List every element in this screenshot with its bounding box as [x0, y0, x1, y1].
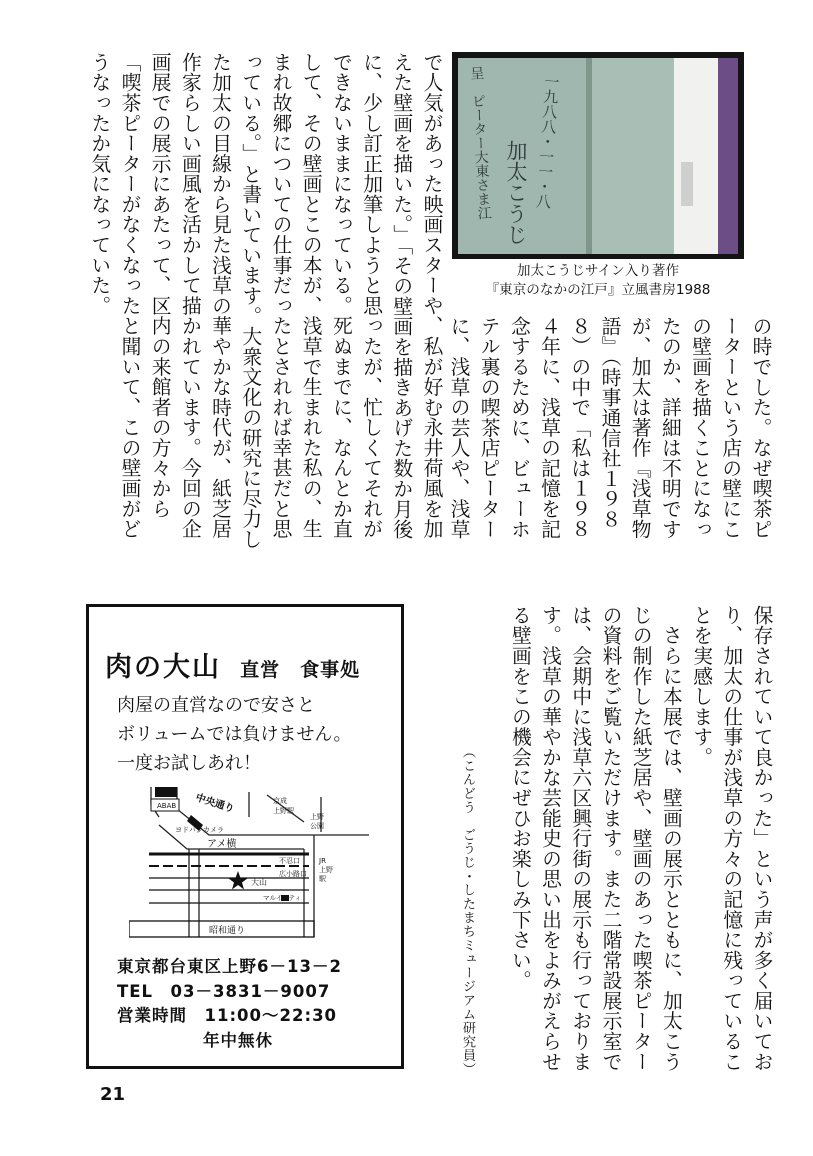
restaurant-advertisement — [86, 604, 404, 1069]
ad-restaurant-tag: 直営 食事処 — [240, 659, 361, 681]
map-label-yodobashi: ヨドバシカメラ — [175, 826, 224, 834]
map-label-jr-ueno: 上野 — [319, 866, 333, 874]
oyama-location-star-icon — [228, 871, 248, 890]
map-label-showa-dori: 昭和通り — [209, 926, 246, 936]
area-map — [129, 787, 369, 942]
map-label-abab: ABAB — [157, 802, 177, 810]
map-label-park: 公園 — [310, 822, 324, 830]
map-label-shinobazu: 不忍口 — [279, 857, 300, 865]
ad-address: 東京都台東区上野6－13－2 — [117, 957, 342, 976]
ad-restaurant-name: 肉の大山 — [105, 652, 221, 683]
map-label-oyama: 大山 — [251, 878, 267, 887]
article-column-top-right: の時でした。なぜ喫茶ピーターという店の壁にこの壁画を描くことになったのか、詳細は不明ですが、加太は著作『浅草物語』（時事通信社１９８８）の中で「私は１９８４年に、浅草の記憶を記念するために、ビューホテル裏の喫茶店ピーターに、浅草の芸人や、浅草 — [446, 316, 772, 540]
ad-title-row — [105, 645, 360, 684]
map-label-marui: マルイシティ — [263, 894, 302, 902]
photo-caption — [452, 262, 744, 300]
ad-copy-line: ボリュームでは負けません。 — [117, 724, 352, 745]
ad-copy — [117, 691, 352, 778]
map-label-jr-station: 駅 — [319, 875, 326, 883]
handwriting-signature: 加太こうじ — [504, 140, 528, 245]
map-label-jr: JR — [319, 857, 326, 865]
ad-copy-line: 一度お試しあれ！ — [117, 753, 261, 774]
article-column-top-left: で人気があった映画スターや、私が好む永井荷風を加えた壁画を描いた。」「その壁画を描きあげた数か月後に、少し訂正加筆しようと思ったが、忙しくてそれができないままになっている。死ぬまでに、なんとか直して、その壁画とこの本が、浅草で生まれた私の、生まれ故郷についての仕事だったとされれば幸甚だと思っている。」と書いています。大衆文化の研究に尽力した加太の目線から見た浅草の華やかな時代が、紙芝居作家らしい画風を活かして描かれています。今回の企画展での展示にあたって、区内の来館者の方々から「喫茶ピーターがなくなったと聞いて、この壁画がどうなったか気になっていた。 — [87, 52, 443, 550]
map-label-ueno-park: 上野 — [310, 813, 324, 821]
map-label-ameyoko: アメ横 — [207, 839, 237, 850]
ad-hours: 営業時間 11:00～22:30 — [117, 1006, 338, 1025]
map-label-ueno-station: 上野駅 — [273, 807, 294, 815]
map-label-chuo-dori: 中央通り — [194, 792, 236, 816]
handwriting-date: 一九八八・一一・八 — [533, 73, 561, 210]
ad-tel: TEL 03－3831－9007 — [117, 981, 331, 1001]
ad-contact-info — [117, 955, 342, 1053]
book-cover-image — [452, 52, 744, 259]
page-number: 21 — [100, 1084, 126, 1105]
ad-copy-line: 肉屋の直営なので安さと — [117, 695, 315, 716]
map-label-keisei: 京成 — [273, 797, 287, 805]
handwriting-dedication: 呈 ピーター大東さま江 — [468, 65, 493, 221]
caption-line-2: 『東京のなかの江戸』立風書房1988 — [485, 282, 711, 298]
author-byline: （こんどう ごうじ・したまちミュージアム研究員） — [460, 745, 475, 1077]
ad-holiday: 年中無休 — [203, 1030, 273, 1050]
signed-book-photo — [452, 52, 744, 259]
map-label-hirokoji: 広小路口 — [279, 870, 307, 878]
caption-line-1: 加太こうじサイン入り著作 — [516, 263, 680, 279]
article-column-bottom: 保存されていて良かった」という声が多く届いており、加太の仕事が浅草の方々の記憶に残っていることを実感します。 さらに本展では、壁画の展示とともに、加太こうじの制作した紙芝居や、壁画のあった喫茶ピーターの資料をご覧いただけます。また二階常設展示室では、会期中に浅草六区興行街の展示も行っておりま す。浅草の華やかな芸能史の思い出をよみがえらせる壁画をこの機会にぜひお楽しみ下さい。 — [508, 605, 773, 1072]
